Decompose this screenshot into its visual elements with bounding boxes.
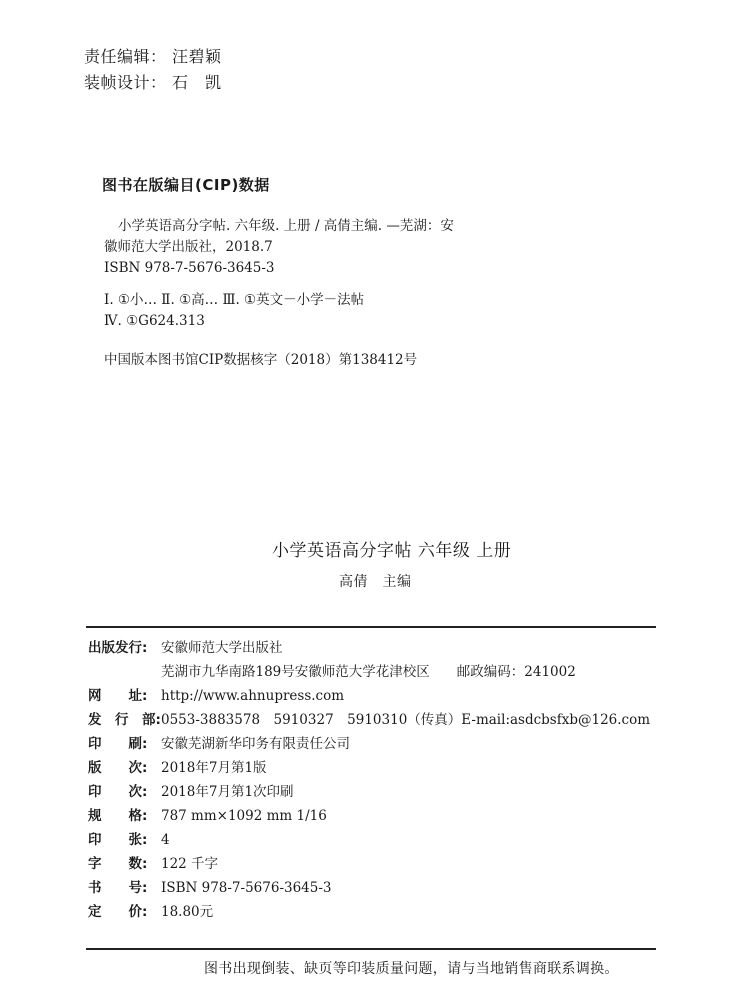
imprint-label: 字 数: [88, 856, 148, 872]
imprint-row-printing [88, 780, 650, 804]
credit-label: 责任编辑： [84, 47, 167, 66]
cip-class-line: Ⅳ. ①G624.313 [104, 313, 205, 329]
cip-record [104, 216, 454, 279]
imprint-row-printer [88, 732, 650, 756]
imprint-value: 0553-3883578 5910327 5910310（传真）E-mail:asdcbsfxb@126.com [161, 712, 651, 728]
imprint-row-sheets [88, 828, 650, 852]
cip-approval: 中国版本图书馆CIP数据核字（2018）第138412号 [104, 352, 418, 368]
imprint-label: 定 价: [88, 904, 148, 920]
imprint-row-price [88, 900, 650, 924]
imprint-value: 2018年7月第1版 [161, 760, 267, 776]
imprint-value: 122 千字 [161, 856, 219, 872]
book-editor: 高倩 主编 [339, 574, 412, 590]
book-title: 小学英语高分字帖 六年级 上册 [272, 541, 512, 561]
imprint-row-website [88, 684, 650, 708]
imprint-label: 印 刷: [88, 736, 148, 752]
imprint-value: 787 mm×1092 mm 1/16 [161, 808, 327, 824]
divider-bottom [86, 948, 656, 950]
imprint-value: 安徽芜湖新华印务有限责任公司 [161, 736, 350, 752]
imprint-value: 4 [161, 832, 170, 848]
imprint-label: 版 次: [88, 760, 148, 776]
imprint-row-format [88, 804, 650, 828]
imprint-label: 发 行 部: [88, 712, 161, 728]
imprint-table [88, 636, 650, 924]
imprint-label [88, 660, 160, 684]
credit-designer [84, 70, 222, 96]
credit-value: 石 凯 [172, 73, 222, 92]
credit-editor [84, 44, 222, 70]
imprint-label: 印 次: [88, 784, 148, 800]
imprint-row-publisher [88, 636, 650, 660]
imprint-row-wordcount [88, 852, 650, 876]
imprint-value: 芜湖市九华南路189号安徽师范大学花津校区 邮政编码：241002 [161, 664, 576, 680]
cip-heading: 图书在版编目(CIP)数据 [102, 176, 270, 194]
imprint-row-sales [88, 708, 650, 732]
imprint-label: 网 址: [88, 688, 148, 704]
cip-record-line: ISBN 978-7-5676-3645-3 [104, 260, 275, 276]
imprint-label: 书 号: [88, 880, 148, 896]
footer-note: 图书出现倒装、缺页等印装质量问题，请与当地销售商联系调换。 [204, 961, 619, 977]
imprint-label: 出版发行: [88, 640, 148, 656]
imprint-label: 印 张: [88, 832, 148, 848]
credits [84, 44, 222, 96]
imprint-row-isbn [88, 876, 650, 900]
imprint-label: 规 格: [88, 808, 148, 824]
cip-record-line: 小学英语高分字帖. 六年级. 上册 / 高倩主编. —芜湖：安 [118, 218, 454, 234]
credit-label: 装帧设计： [84, 73, 167, 92]
imprint-row-address [88, 660, 650, 684]
imprint-value: 安徽师范大学出版社 [161, 640, 283, 656]
cip-class-line: Ⅰ. ①小… Ⅱ. ①高… Ⅲ. ①英文－小学－法帖 [104, 292, 365, 308]
divider-top [86, 626, 656, 628]
imprint-value: http://www.ahnupress.com [161, 688, 345, 704]
cip-classification [104, 290, 364, 332]
imprint-row-edition [88, 756, 650, 780]
credit-value: 汪碧颖 [172, 47, 222, 66]
imprint-value: 2018年7月第1次印刷 [161, 784, 294, 800]
imprint-value: 18.80元 [161, 904, 214, 920]
imprint-value: ISBN 978-7-5676-3645-3 [161, 880, 332, 896]
cip-record-line: 徽师范大学出版社，2018.7 [104, 239, 273, 255]
